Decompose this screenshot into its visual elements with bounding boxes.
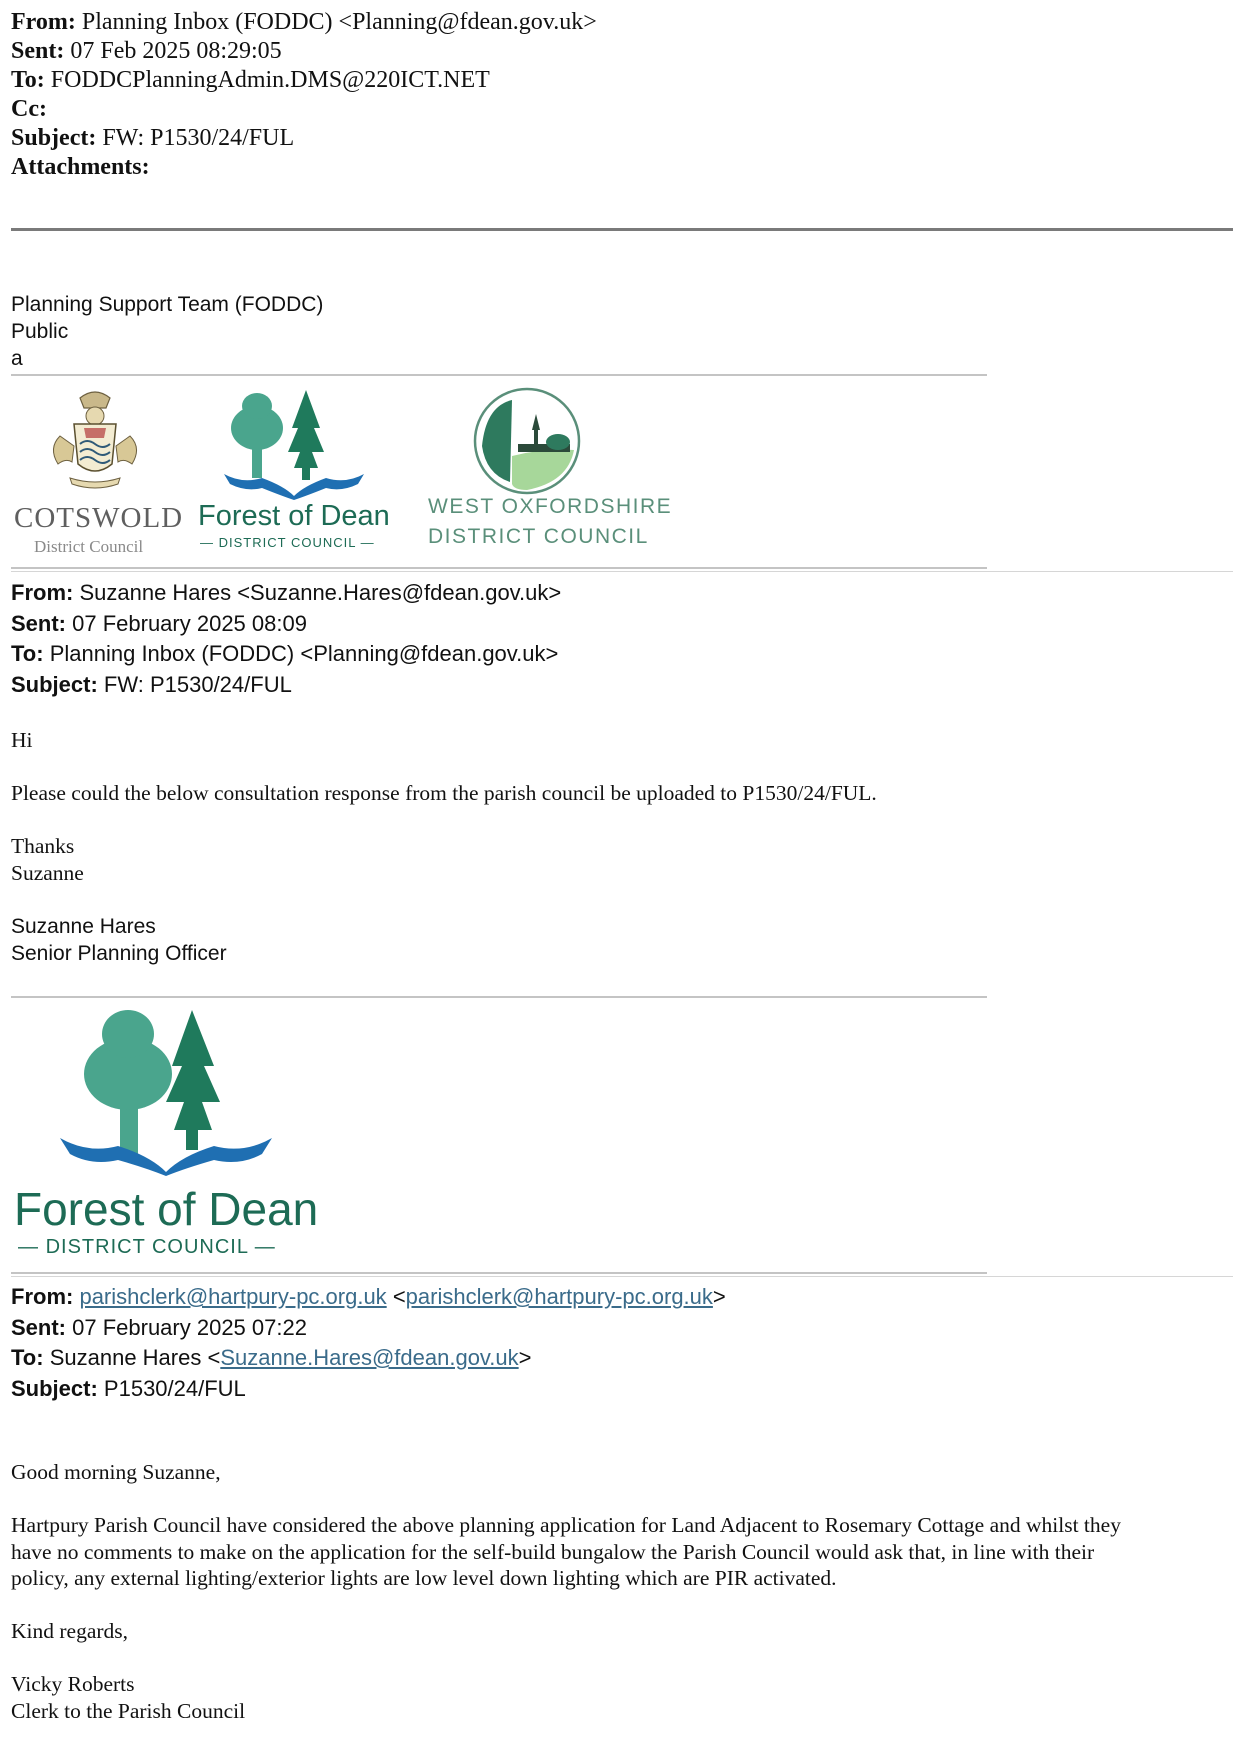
email3-to: To: Suzanne Hares <Suzanne.Hares@fdean.gov.uk> <box>11 1345 532 1370</box>
email3-sent: Sent: 07 February 2025 07:22 <box>11 1314 307 1340</box>
header-subject: Subject: FW: P1530/24/FUL <box>11 125 295 151</box>
from-email-link[interactable]: parishclerk@hartpury-pc.org.uk <box>79 1284 387 1309</box>
email2-body: Please could the below consultation response from the parish council be uploaded to P1530/24/FUL. <box>11 781 877 805</box>
classification: Public <box>11 320 69 343</box>
header-attachments: Attachments: <box>11 154 150 180</box>
cotswold-sub: District Council <box>34 537 144 556</box>
west-oxfordshire-line2: DISTRICT COUNCIL <box>428 525 649 548</box>
header-sent: Sent: 07 Feb 2025 08:29:05 <box>11 38 282 64</box>
message-header <box>11 8 597 182</box>
email3-body: Hartpury Parish Council have considered the above planning application for Land Adjacent to Rosemary Cottage and whilst they have no comments to make on the application for the self-build bungalow the Parish Council would ask that, in line with their policy, any external lighting/exterior lights are low level down lighting which are PIR activated. <box>11 1513 1121 1590</box>
divider <box>11 374 987 376</box>
email2-signature: Suzanne Hares Senior Planning Officer <box>11 915 227 965</box>
forest-of-dean-large-tree-icon <box>56 1006 276 1176</box>
signature-top <box>11 291 323 372</box>
header-cc: Cc: <box>11 96 47 122</box>
cotswold-crest-icon <box>40 386 150 492</box>
email2-greeting: Hi <box>11 728 33 752</box>
email2-header <box>11 578 561 700</box>
email3-header <box>11 1282 726 1404</box>
forest-of-dean-large-name: Forest of Dean <box>14 1183 319 1235</box>
west-oxfordshire-emblem-icon <box>472 386 582 496</box>
forest-of-dean-tree-icon <box>222 388 366 500</box>
forest-of-dean-name: Forest of Dean <box>198 500 390 532</box>
header-to: To: FODDCPlanningAdmin.DMS@220ICT.NET <box>11 67 490 93</box>
header-from: From: Planning Inbox (FODDC) <Planning@fdean.gov.uk> <box>11 9 597 35</box>
forest-of-dean-large-sub: — DISTRICT COUNCIL — <box>18 1236 276 1258</box>
header-divider <box>11 228 1233 231</box>
west-oxfordshire-line1: WEST OXFORDSHIRE <box>428 495 673 518</box>
email3-subject: Subject: P1530/24/FUL <box>11 1375 246 1401</box>
divider <box>11 571 1233 572</box>
divider <box>11 996 987 998</box>
email3-from: From: parishclerk@hartpury-pc.org.uk <parishclerk@hartpury-pc.org.uk> <box>11 1284 726 1309</box>
email2-sent: Sent: 07 February 2025 08:09 <box>11 610 307 636</box>
email2-signoff: Thanks Suzanne <box>11 834 84 885</box>
divider <box>11 1276 1233 1277</box>
email2-from: From: Suzanne Hares <Suzanne.Hares@fdean.gov.uk> <box>11 580 562 605</box>
forest-of-dean-sub: — DISTRICT COUNCIL — <box>200 535 375 550</box>
divider <box>11 567 987 569</box>
cotswold-name: COTSWOLD <box>14 502 184 534</box>
email2-subject: Subject: FW: P1530/24/FUL <box>11 671 292 697</box>
email3-greeting: Good morning Suzanne, <box>11 1460 221 1484</box>
email3-closing: Kind regards, <box>11 1619 129 1643</box>
divider <box>11 1272 987 1274</box>
letter: a <box>11 347 23 370</box>
to-email-link[interactable]: Suzanne.Hares@fdean.gov.uk <box>220 1345 519 1370</box>
team-name: Planning Support Team (FODDC) <box>11 293 324 316</box>
email2-to: To: Planning Inbox (FODDC) <Planning@fdean.gov.uk> <box>11 641 559 666</box>
email3-signature: Vicky Roberts Clerk to the Parish Council <box>11 1672 246 1723</box>
from-email-link-2[interactable]: parishclerk@hartpury-pc.org.uk <box>405 1284 713 1309</box>
